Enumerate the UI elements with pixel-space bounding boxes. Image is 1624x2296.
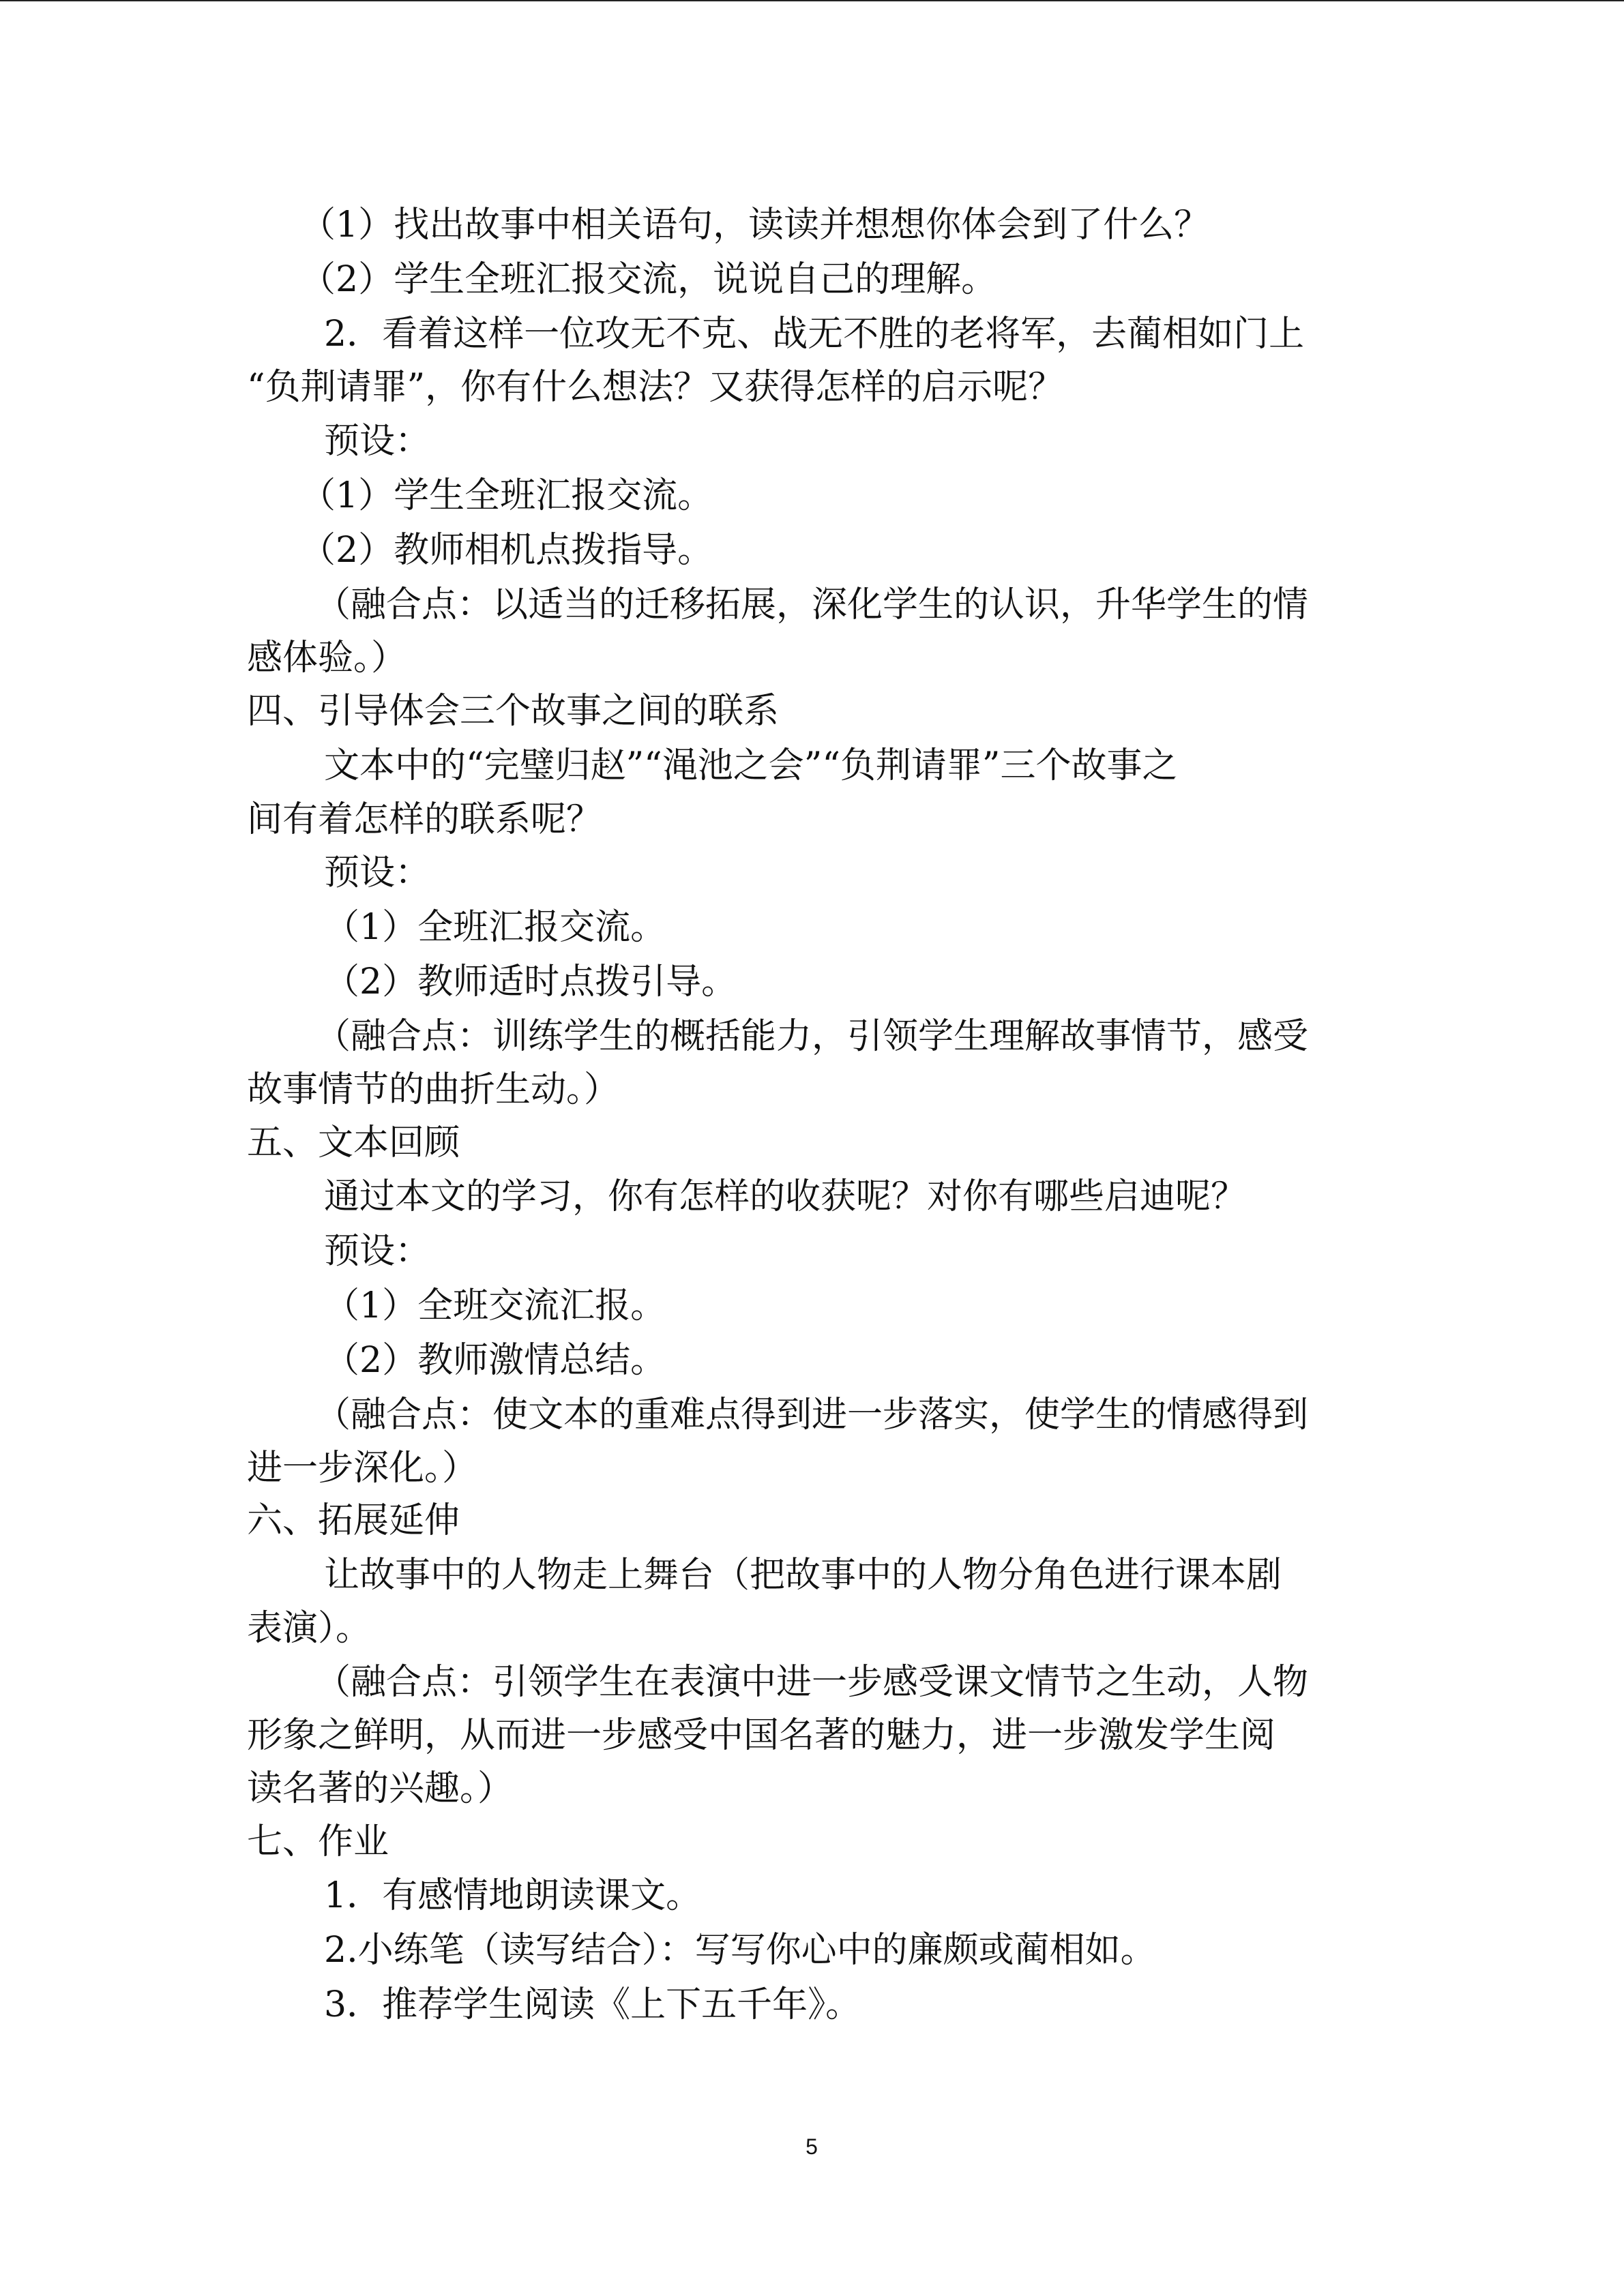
text-line: （1）全班汇报交流。 (324, 907, 666, 948)
text-line: 四、引导体会三个故事之间的联系 (247, 691, 780, 732)
text-line: 预设： (324, 852, 431, 893)
text-line: （2）教师相机点拨指导。 (300, 530, 713, 571)
text-line: 预设： (324, 1231, 431, 1272)
text-line: 间有着怎样的联系呢？ (247, 799, 602, 840)
text-line: （融合点：训练学生的概括能力，引领学生理解故事情节，感受 (315, 1016, 1309, 1057)
text-line: （融合点：以适当的迁移拓展，深化学生的认识，升华学生的情 (315, 584, 1309, 625)
text-line: （融合点：使文本的重难点得到进一步落实，使学生的情感得到 (315, 1395, 1309, 1435)
text-line: 文本中的“完璧归赵”“渑池之会”“负荆请罪”三个故事之 (324, 745, 1178, 786)
text-line: “负荆请罪”，你有什么想法？又获得怎样的启示呢？ (247, 367, 1064, 408)
page-number: 5 (806, 2134, 818, 2159)
text-line: 表演）。 (247, 1608, 372, 1649)
text-line: 1．有感情地朗读课文。 (324, 1875, 702, 1916)
text-line: 故事情节的曲折生动。） (247, 1069, 620, 1110)
text-line: （1）找出故事中相关语句，读读并想想你体会到了什么？ (300, 205, 1210, 245)
text-line: 七、作业 (247, 1821, 389, 1862)
text-line: 预设： (324, 421, 431, 462)
text-line: （1）学生全班汇报交流。 (300, 475, 713, 516)
text-line: 五、文本回顾 (247, 1122, 460, 1163)
text-line: （1）全班交流汇报。 (324, 1285, 666, 1326)
text-line: （2）学生全班汇报交流，说说自己的理解。 (300, 259, 997, 300)
text-line: 让故事中的人物走上舞台（把故事中的人物分角色进行课本剧 (324, 1555, 1282, 1596)
text-line: 2．看着这样一位攻无不克、战无不胜的老将军，去蔺相如门上 (324, 314, 1305, 355)
text-line: 感体验。） (247, 638, 407, 679)
text-line: 2.小练笔（读写结合）：写写你心中的廉颇或蔺相如。 (324, 1930, 1156, 1971)
text-line: 3．推荐学生阅读《上下五千年》。 (324, 1984, 861, 2025)
text-line: 进一步深化。） (247, 1448, 478, 1489)
text-line: 读名著的兴趣。） (247, 1768, 514, 1809)
text-line: （2）教师适时点拨引导。 (324, 961, 737, 1002)
text-line: 六、拓展延伸 (247, 1500, 460, 1541)
text-line: 通过本文的学习，你有怎样的收获呢？对你有哪些启迪呢？ (324, 1176, 1247, 1217)
text-line: （融合点：引领学生在表演中进一步感受课文情节之生动，人物 (315, 1662, 1309, 1703)
text-line: 形象之鲜明，从而进一步感受中国名著的魅力，进一步激发学生阅 (247, 1715, 1276, 1756)
text-line: （2）教师激情总结。 (324, 1340, 666, 1381)
